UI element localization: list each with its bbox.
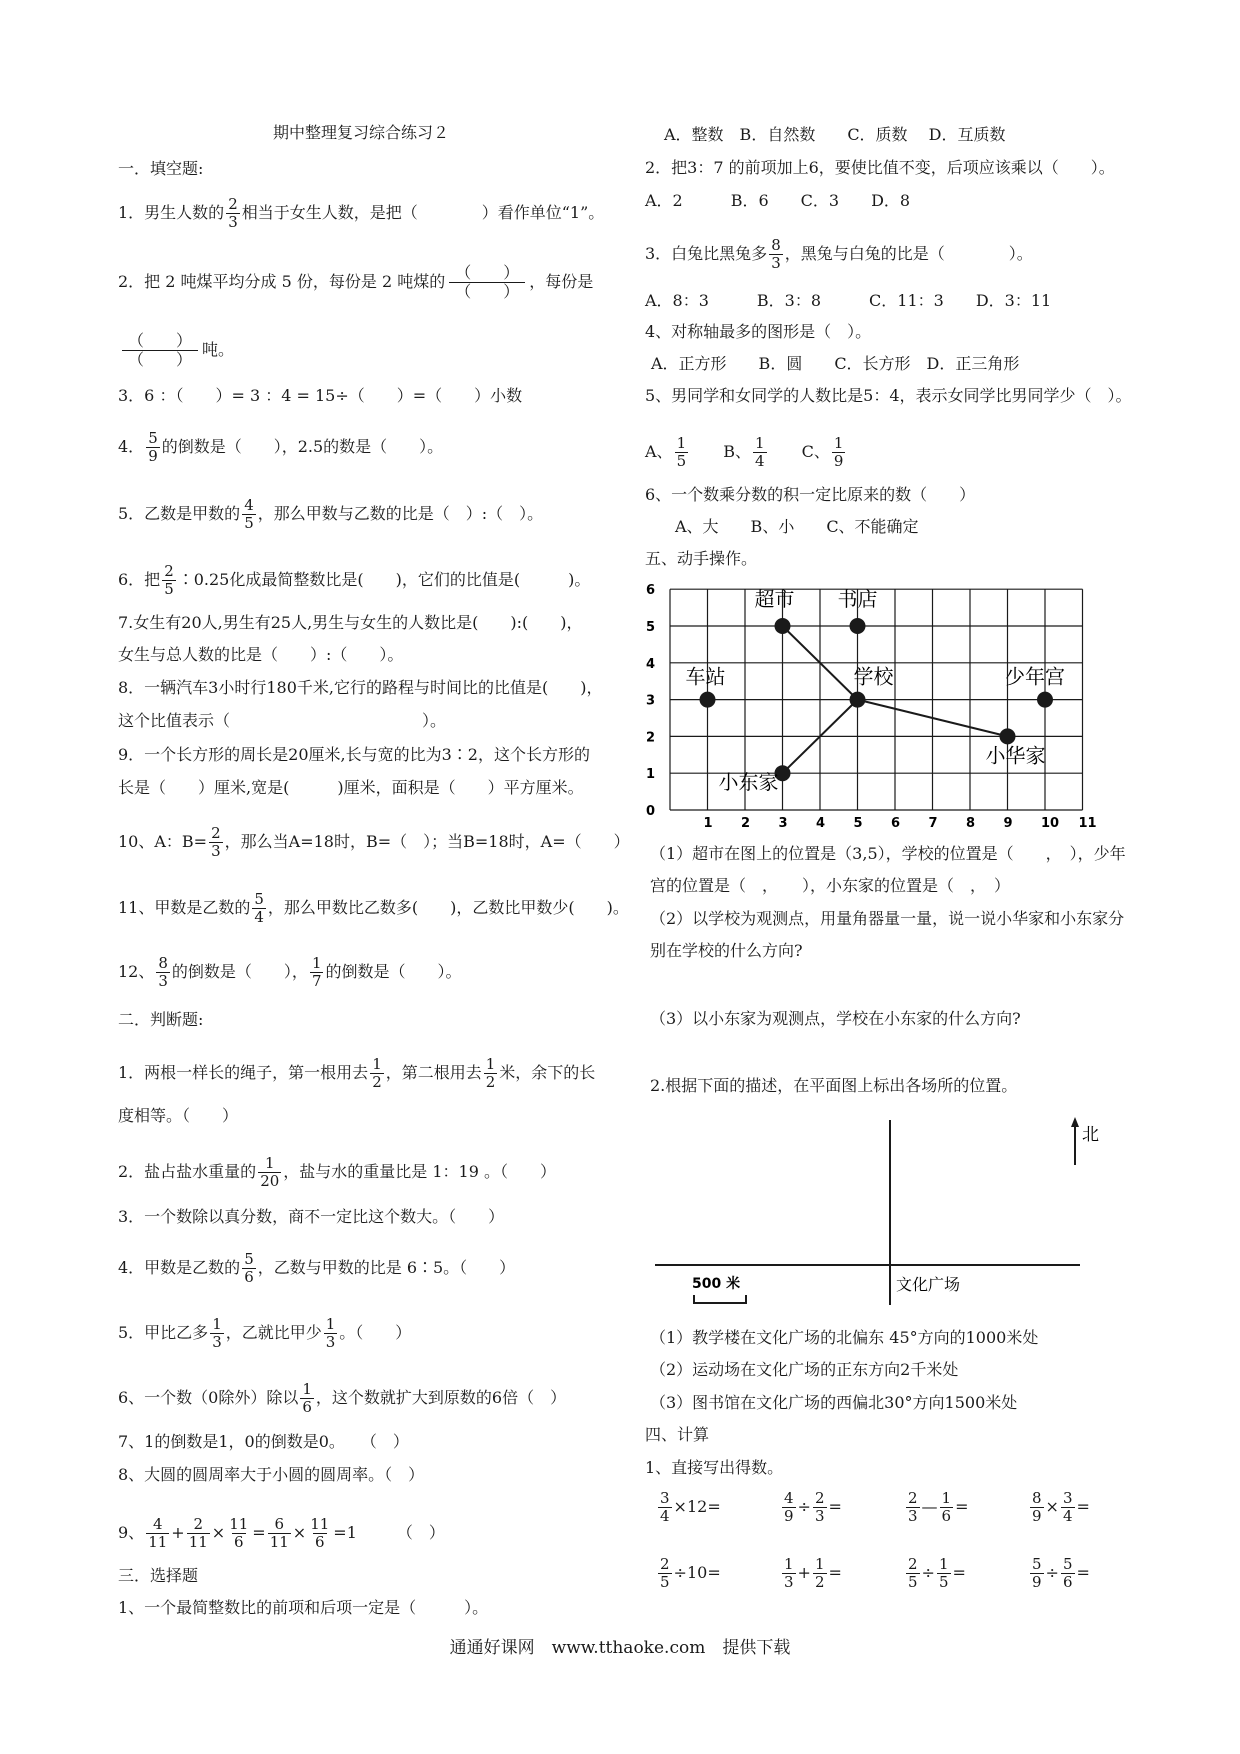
footer: 通通好课网 www.tthaoke.com 提供下载 [449, 1638, 791, 1658]
calc-item: $\frac{3}{4}$ ×12= [660, 1489, 721, 1525]
hands-on-p1b: 宫的位置是（ ， ），小东家的位置是（ ， ） [650, 876, 1011, 895]
x-tick-label: 5 [853, 816, 863, 831]
plan-diagram [650, 1115, 1099, 1315]
fraction: $\frac{5}{6}$ [1062, 1555, 1073, 1591]
x-tick-label: 4 [816, 816, 826, 831]
fill-q2: 2．把 2 吨煤平均分成 5 份，每份是 2 吨煤的 （ ） （ ） ，每份是 [118, 263, 594, 301]
location-point [700, 692, 716, 708]
fraction: $\frac{3}{4}$ [1062, 1489, 1073, 1525]
fraction: $\frac{3}{4}$ [660, 1489, 670, 1525]
section-calc-heading: 四、计算 [645, 1425, 710, 1444]
plan-d3: （3）图书馆在文化广场的西偏北30°方向1500米处 [650, 1393, 1018, 1412]
location-label: 超市 [754, 587, 795, 611]
calc-item: $\frac{8}{9}$ × $\frac{3}{4}$ = [1032, 1489, 1090, 1525]
calc-sub: 1、直接写出得数。 [645, 1458, 784, 1477]
judge-q4: 4．甲数是乙数的 $\frac{5}{6}$ ，乙数与甲数的比是 6∶5。（ ） [118, 1250, 516, 1286]
hands-on-p2a: （2）以学校为观测点，用量角器量一量，说一说小华家和小东家分 [650, 909, 1125, 928]
fill-q7a: 7.女生有20人,男生有25人,男生与女生的人数比是( ):( )， [118, 613, 583, 632]
north-arrow-icon [1071, 1117, 1079, 1127]
fraction: $\frac{5}{9}$ [1032, 1555, 1042, 1591]
judge-q5: 5．甲比乙多 $\frac{1}{3}$ ，乙就比甲少 $\frac{1}{3}$ 。（ ） [118, 1315, 412, 1351]
choice-q3-options: A．8：3 B．3：8 C．11：3 D．3：11 [645, 291, 1052, 310]
y-tick-label: 1 [646, 767, 656, 783]
fill-q12: 12、 $\frac{8}{3}$ 的倒数是（ ）， $\frac{1}{7}$ 的倒数是（ ）。 [118, 954, 462, 990]
judge-q8: 8、大圆的圆周率大于小圆的圆周率。（ ） [118, 1465, 425, 1484]
fill-q4: 4． $\frac{5}{9}$ 的倒数是（ ），2.5的数是（ ）。 [118, 429, 444, 465]
x-tick-label: 8 [966, 816, 976, 831]
section-choice-heading: 三．选择题 [118, 1566, 199, 1585]
hands-on-p2b: 别在学校的什么方向? [650, 941, 803, 960]
fill-q11: 11、甲数是乙数的 $\frac{5}{4}$ ，那么甲数比乙数多( )，乙数比甲数少( )。 [118, 890, 629, 926]
judge-q2: 2．盐占盐水重量的 $\frac{1}{20}$ ，盐与水的重量比是 1：19 。（ ） [118, 1154, 556, 1190]
fill-q7b: 女生与总人数的比是（ ）:（ ）。 [118, 645, 404, 664]
fraction: $\frac{2}{5}$ [908, 1555, 918, 1591]
x-tick-label: 1 [703, 816, 713, 831]
x-tick-label: 2 [741, 816, 751, 831]
location-label: 小东家 [718, 770, 779, 795]
location-label: 小华家 [985, 743, 1046, 768]
hands-on-q2: 2.根据下面的描述，在平面图上标出各场所的位置。 [650, 1076, 1018, 1095]
y-tick-label: 5 [646, 620, 656, 635]
fill-q9b: 长是（ ）厘米,宽是( )厘米，面积是（ ）平方厘米。 [118, 778, 584, 797]
fill-q1: 1．男生人数的 $\frac{2}{3}$ 相当于女生人数，是把（ ）看作单位“1”。 [118, 195, 605, 231]
fill-q3: 3．6 ：（ ）= 3 ：4 = 15÷（ ）=（ ）小数 [118, 386, 523, 405]
fraction: $\frac{4}{9}$ [784, 1489, 794, 1525]
fill-q6: 6．把 $\frac{2}{5}$ ∶0.25化成最简整数比是( )，它们的比值是( )。 [118, 562, 591, 598]
location-label: 书店 [837, 587, 878, 611]
scale-label: 500 米 [692, 1276, 741, 1292]
judge-q3: 3．一个数除以真分数，商不一定比这个数大。（ ） [118, 1207, 505, 1226]
fill-q9a: 9．一个长方形的周长是20厘米,长与宽的比为3∶2，这个长方形的 [118, 745, 590, 764]
hands-on-p1a: （1）超市在图上的位置是（3,5），学校的位置是（ ， ），少年 [650, 844, 1126, 863]
choice-q4: 4、对称轴最多的图形是（ ）。 [645, 322, 872, 341]
fraction: $\frac{8}{9}$ [1032, 1489, 1042, 1525]
y-tick-label: 0 [646, 804, 656, 819]
x-tick-label: 6 [891, 816, 901, 831]
choice-q1-options: A．整数 B．自然数 C．质数 D．互质数 [664, 125, 1006, 144]
fraction: $\frac{1}{3}$ [784, 1555, 794, 1591]
fill-q5: 5．乙数是甲数的 $\frac{4}{5}$ ，那么甲数与乙数的比是（ ）:（ ）。 [118, 496, 544, 532]
fill-q10: 10、A：B= $\frac{2}{3}$ ，那么当A=18时，B=（ ）；当B=18时，A=（ ） [118, 824, 630, 860]
plaza-label: 文化广场 [896, 1275, 961, 1294]
x-tick-label: 9 [1003, 816, 1013, 831]
location-point [775, 618, 791, 634]
x-tick-label: 3 [778, 816, 788, 831]
section-hands-on-heading: 五、动手操作。 [645, 549, 758, 568]
calc-item: $\frac{4}{9}$ ÷ $\frac{2}{3}$ = [784, 1489, 842, 1525]
plan-d2: （2）运动场在文化广场的正东方向2千米处 [650, 1360, 959, 1379]
page-title: 期中整理复习综合练习２ [273, 123, 450, 142]
location-label: 少年宫 [1005, 664, 1065, 689]
fill-q8a: 8．一辆汽车3小时行180千米,它行的路程与时间比的比值是( )， [118, 678, 603, 697]
y-tick-label: 2 [646, 730, 656, 746]
fill-q2-cont: （ ） （ ） 吨。 [118, 332, 234, 369]
x-tick-label: 7 [928, 816, 938, 831]
y-tick-label: 6 [646, 583, 656, 599]
y-tick-label: 4 [646, 656, 656, 672]
choice-q6-options: A、大 B、小 C、不能确定 [675, 517, 919, 536]
calc-item: $\frac{1}{3}$ + $\frac{1}{2}$ = [784, 1555, 842, 1591]
judge-q7: 7、1的倒数是1，0的倒数是0。 （ ） [118, 1432, 409, 1451]
fraction: $\frac{2}{5}$ [660, 1555, 670, 1591]
choice-q5-options: A、 $\frac{1}{5}$ B、 $\frac{1}{4}$ C、 $\frac{1}{9}$ [645, 434, 844, 470]
hands-on-p3: （3）以小东家为观测点，学校在小东家的什么方向? [650, 1009, 1021, 1028]
judge-q1-cont: 度相等。（ ） [118, 1106, 239, 1125]
section-fill-blank-heading: 一．填空题: [118, 159, 204, 178]
fraction: $\frac{1}{5}$ [938, 1555, 949, 1591]
judge-q1: 1．两根一样长的绳子，第一根用去 $\frac{1}{2}$ ，第二根用去 $\frac{1}{2}$ 米，余下的长 [118, 1055, 596, 1091]
fraction: $\frac{2}{3}$ [908, 1489, 918, 1525]
location-label: 车站 [685, 664, 726, 689]
x-tick-label: 11 [1078, 816, 1097, 831]
choice-q5: 5、男同学和女同学的人数比是5：4，表示女同学比男同学少（ ）。 [645, 386, 1132, 405]
y-tick-label: 3 [646, 693, 656, 709]
fraction: $\frac{1}{2}$ [814, 1555, 825, 1591]
judge-q6: 6、一个数（0除外）除以 $\frac{1}{6}$ ，这个数就扩大到原数的6倍（ ） [118, 1380, 567, 1416]
location-point [1037, 692, 1053, 708]
choice-q2: 2．把3：7 的前项加上6，要使比值不变，后项应该乘以（ ）。 [645, 158, 1115, 177]
section-judge-heading: 二．判断题: [118, 1010, 204, 1029]
plan-d1: （1）教学楼在文化广场的北偏东 45°方向的1000米处 [650, 1328, 1039, 1347]
coordinate-grid [640, 578, 1097, 831]
north-label: 北 [1082, 1125, 1099, 1145]
fraction: $\frac{2}{3}$ [228, 195, 238, 231]
calc-item: $\frac{2}{5}$ ÷ $\frac{1}{5}$ = [908, 1555, 966, 1591]
judge-q9: 9、 $\frac{4}{11}$ + $\frac{2}{11}$ × $\frac{11}{6}$ = $\frac{6}{11}$ × $\frac{11}{6}$ =1 （ ） [118, 1515, 445, 1551]
location-point [850, 692, 866, 708]
location-point [1000, 728, 1016, 744]
choice-q2-options: A．2 B．6 C．3 D．8 [645, 191, 911, 210]
scale-bar [694, 1295, 746, 1303]
x-tick-label: 10 [1041, 816, 1060, 831]
location-point [850, 618, 866, 634]
calc-item: $\frac{2}{5}$ ÷10= [660, 1555, 721, 1591]
calc-item: $\frac{5}{9}$ ÷ $\frac{5}{6}$ = [1032, 1555, 1090, 1591]
calc-item: $\frac{2}{3}$ — $\frac{1}{6}$ = [908, 1489, 969, 1525]
fill-q8b: 这个比值表示（ ）。 [118, 711, 447, 730]
fraction: $\frac{1}{6}$ [941, 1489, 952, 1525]
choice-q4-options: A．正方形 B．圆 C．长方形 D．正三角形 [651, 354, 1020, 373]
location-label: 学校 [853, 664, 894, 689]
choice-q1: 1、一个最简整数比的前项和后项一定是（ ）。 [118, 1598, 489, 1617]
fraction: $\frac{2}{3}$ [814, 1489, 825, 1525]
choice-q3: 3．白兔比黑兔多 $\frac{8}{3}$ ，黑兔与白兔的比是（ ）。 [645, 236, 1033, 272]
choice-q6: 6、一个数乘分数的积一定比原来的数（ ） [645, 485, 976, 504]
